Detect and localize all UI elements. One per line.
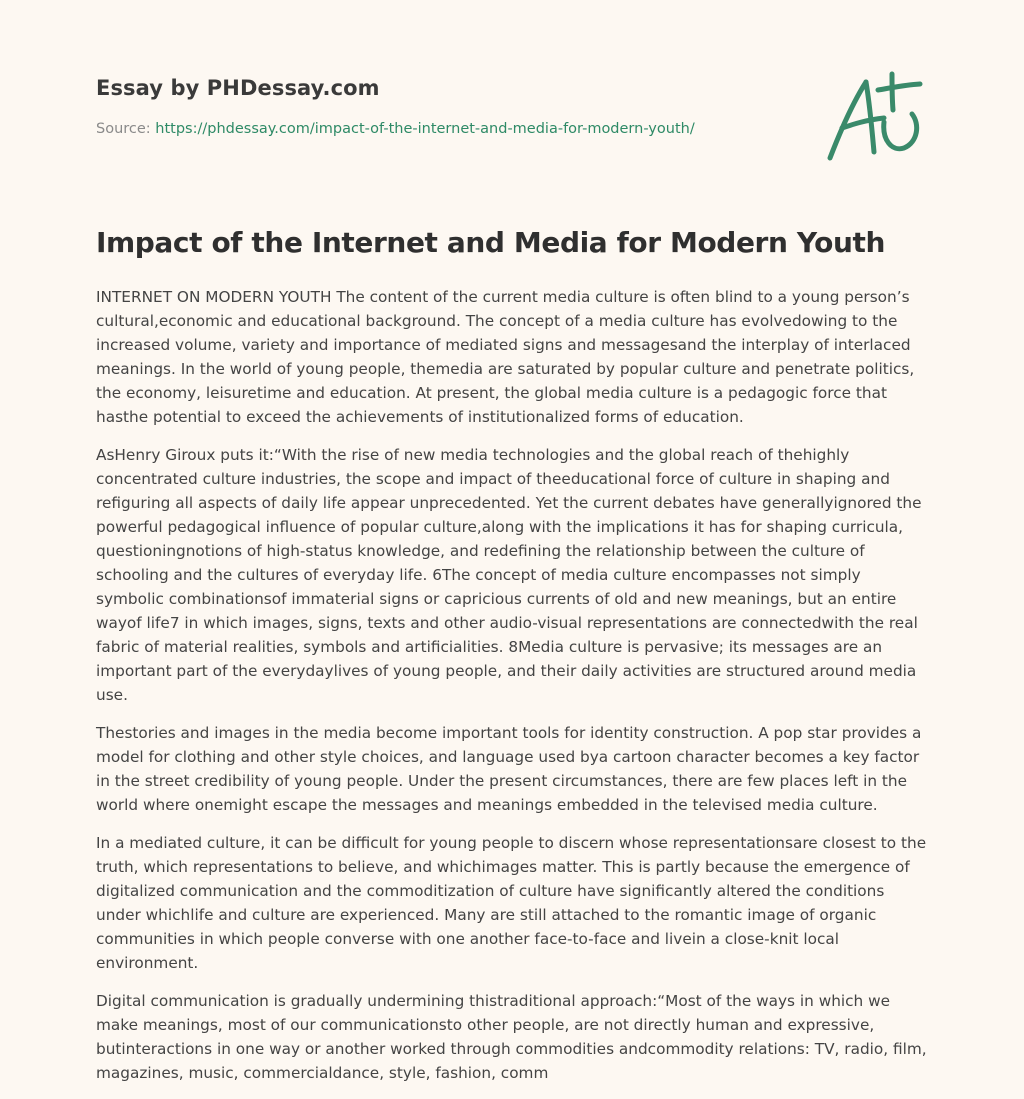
essay-title: Impact of the Internet and Media for Modern Youth — [96, 226, 886, 259]
essay-paragraph: AsHenry Giroux puts it:“With the rise of new media technologies and the global reach of thehighly concentrated culture industries, the scope and impact of theeducational force of culture in shaping and refiguring all aspects of daily life appear unprecedented. Yet the current debates have generallyignored the powerful pedagogical influence of popular culture,along with the implications it has for shaping curricula, questioningnotions of high-status knowledge, and redefining the relationship between the culture of schooling and the cultures of everyday life. 6The concept of media culture encompasses not simply symbolic combinationsof immaterial signs or capricious currents of old and new meanings, but an entire wayof life7 in which images, signs, texts and other audio-visual representations are connectedwith the real fabric of material realities, symbols and artificialities. 8Media culture is pervasive; its messages are an important part of the everydaylives of young people, and their daily activities are structured around media use. — [96, 446, 922, 704]
essay-body — [96, 285, 932, 1099]
source-line — [96, 121, 796, 137]
essay-paragraph: Digital communication is gradually undermining thistraditional approach:“Most of the ways in which we make meanings, most of our communicationsto other people, are not directly human and expressive, butinteractions in one way or another worked through commodities andcommodity relations: TV, radio, film, magazines, music, commercialdance, style, fashion, comm — [96, 992, 927, 1082]
site-brand: Essay by PHDessay.com — [96, 76, 380, 100]
source-link[interactable]: https://phdessay.com/impact-of-the-internet-and-media-for-modern-youth/ — [155, 121, 695, 137]
source-label: Source: — [96, 121, 151, 137]
a-plus-logo-icon — [822, 70, 928, 166]
essay-paragraph: INTERNET ON MODERN YOUTH The content of the current media culture is often blind to a young person’s cultural,economic and educational background. The concept of a media culture has evolvedowing to the increased volume, variety and importance of mediated signs and messagesand the interplay of interlaced meanings. In the world of young people, themedia are saturated by popular culture and penetrate politics, the economy, leisuretime and education. At present, the global media culture is a pedagogic force that hasthe potential to exceed the achievements of institutionalized forms of education. — [96, 288, 915, 426]
essay-header — [96, 76, 796, 137]
essay-paragraph: In a mediated culture, it can be difficult for young people to discern whose representationsare closest to the truth, which representations to believe, and whichimages matter. This is partly because the emergence of digitalized communication and the commoditization of culture have significantly altered the conditions under whichlife and culture are experienced. Many are still attached to the romantic image of organic communities in which people converse with one another face-to-face and livein a close-knit local environment. — [96, 834, 927, 972]
essay-paragraph: Thestories and images in the media become important tools for identity construction. A pop star provides a model for clothing and other style choices, and language used bya cartoon character becomes a key factor in the street credibility of young people. Under the present circumstances, there are few places left in the world where onemight escape the messages and meanings embedded in the televised media culture. — [96, 724, 922, 814]
